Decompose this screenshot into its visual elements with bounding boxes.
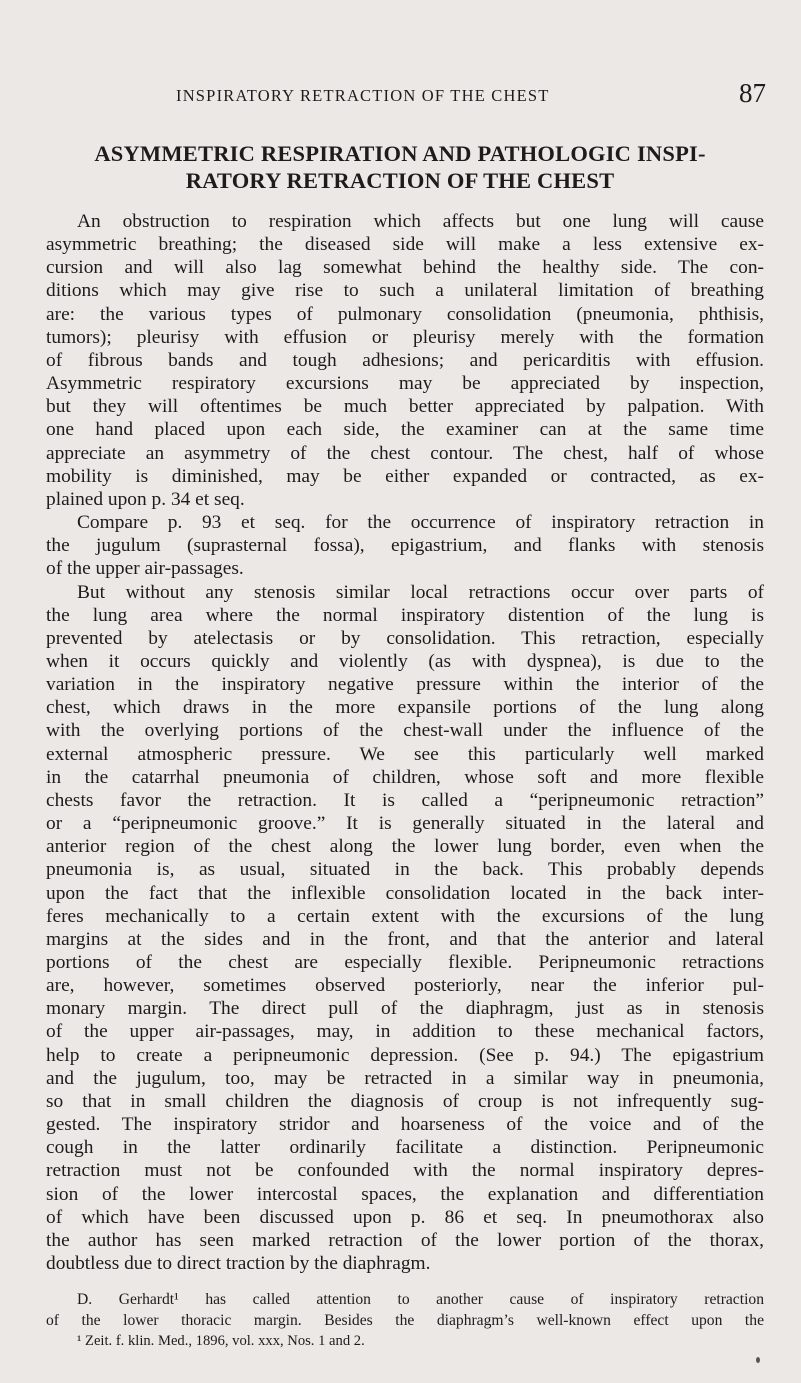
text-line: of fibrous bands and tough adhesions; and pericarditis with effusion. xyxy=(46,349,764,371)
text-line: mobility is diminished, may be either expanded or contracted, as ex- xyxy=(46,465,764,487)
text-line: are, however, sometimes observed posteriorly, near the inferior pul- xyxy=(46,975,764,997)
text-line: chest, which draws in the more expansile portions of the lung along xyxy=(46,697,764,719)
text-line: But without any stenosis similar local retractions occur over parts of xyxy=(77,581,764,603)
text-line: retraction must not be confounded with the normal inspiratory depres- xyxy=(46,1160,764,1182)
text-line: one hand placed upon each side, the examiner can at the same time xyxy=(46,419,764,441)
text-line: external atmospheric pressure. We see this particularly well marked xyxy=(46,743,764,765)
text-line: asymmetric breathing; the diseased side will make a less extensive ex- xyxy=(46,234,764,256)
text-line: cough in the latter ordinarily facilitate a distinction. Peripneumonic xyxy=(46,1137,764,1159)
text-line: gested. The inspiratory stridor and hoarseness of the voice and of the xyxy=(46,1114,764,1136)
body-text xyxy=(46,210,764,1351)
text-line: of the upper air-passages, may, in addition to these mechanical factors, xyxy=(46,1021,764,1043)
text-line: of the upper air-passages. xyxy=(46,558,244,580)
text-line: monary margin. The direct pull of the diaphragm, just as in stenosis xyxy=(46,998,764,1020)
section-title-line-1: ASYMMETRIC RESPIRATION AND PATHOLOGIC INSPI- xyxy=(94,141,706,166)
text-line: so that in small children the diagnosis of croup is not infrequently sug- xyxy=(46,1090,764,1112)
footnote: ¹ Zeit. f. klin. Med., 1896, vol. xxx, Nos. 1 and 2. xyxy=(77,1333,365,1350)
text-line: with the overlying portions of the chest-wall under the influence of the xyxy=(46,720,764,742)
text-line: the jugulum (suprasternal fossa), epigastrium, and flanks with stenosis xyxy=(46,535,764,557)
text-line: Asymmetric respiratory excursions may be appreciated by inspection, xyxy=(46,373,764,395)
text-line: doubtless due to direct traction by the diaphragm. xyxy=(46,1253,431,1275)
text-line: the author has seen marked retraction of the lower portion of the thorax, xyxy=(46,1229,764,1251)
text-line: cursion and will also lag somewhat behind the healthy side. The con- xyxy=(46,257,764,279)
section-title-line-2: RATORY RETRACTION OF THE CHEST xyxy=(185,168,615,193)
ink-speck xyxy=(756,1357,760,1363)
text-line: of which have been discussed upon p. 86 et seq. In pneumothorax also xyxy=(46,1206,764,1228)
text-line: but they will oftentimes be much better appreciated by palpation. With xyxy=(46,396,764,418)
text-line: variation in the inspiratory negative pressure within the interior of the xyxy=(46,674,764,696)
text-line: upon the fact that the inflexible consolidation located in the back inter- xyxy=(46,882,764,904)
running-title: INSPIRATORY RETRACTION OF THE CHEST xyxy=(176,86,550,105)
text-line: prevented by atelectasis or by consolidation. This retraction, especially xyxy=(46,627,764,649)
page-number: 87 xyxy=(739,78,766,108)
text-line: chests favor the retraction. It is called a “peripneumonic retraction” xyxy=(46,789,764,811)
small-text-line: of the lower thoracic margin. Besides the diaphragm’s well-known effect upon the xyxy=(46,1312,764,1330)
text-line: or a “peripneumonic groove.” It is generally situated in the lateral and xyxy=(46,813,764,835)
text-line: feres mechanically to a certain extent with the excursions of the lung xyxy=(46,905,764,927)
text-line: sion of the lower intercostal spaces, the explanation and differentiation xyxy=(46,1183,764,1205)
text-line: are: the various types of pulmonary consolidation (pneumonia, phthisis, xyxy=(46,303,764,325)
text-line: anterior region of the chest along the lower lung border, even when the xyxy=(46,836,764,858)
text-line: Compare p. 93 et seq. for the occurrence of inspiratory retraction in xyxy=(77,512,764,534)
text-line: plained upon p. 34 et seq. xyxy=(46,488,245,510)
text-line: in the catarrhal pneumonia of children, whose soft and more flexible xyxy=(46,766,764,788)
small-text-line: D. Gerhardt¹ has called attention to another cause of inspiratory retraction xyxy=(77,1291,764,1309)
section-title xyxy=(40,140,760,194)
text-line: tumors); pleurisy with effusion or pleurisy merely with the formation xyxy=(46,326,764,348)
text-line: margins at the sides and in the front, and that the anterior and lateral xyxy=(46,928,764,950)
text-line: the lung area where the normal inspiratory distention of the lung is xyxy=(46,604,764,626)
text-line: help to create a peripneumonic depression. (See p. 94.) The epigastrium xyxy=(46,1044,764,1066)
text-line: when it occurs quickly and violently (as with dyspnea), is due to the xyxy=(46,650,764,672)
text-line: ditions which may give rise to such a unilateral limitation of breathing xyxy=(46,280,764,302)
text-line: appreciate an asymmetry of the chest contour. The chest, half of whose xyxy=(46,442,764,464)
text-line: and the jugulum, too, may be retracted in a similar way in pneumonia, xyxy=(46,1067,764,1089)
text-line: pneumonia is, as usual, situated in the back. This probably depends xyxy=(46,859,764,881)
text-line: An obstruction to respiration which affects but one lung will cause xyxy=(77,211,764,232)
text-line: portions of the chest are especially flexible. Peripneumonic retractions xyxy=(46,952,764,973)
